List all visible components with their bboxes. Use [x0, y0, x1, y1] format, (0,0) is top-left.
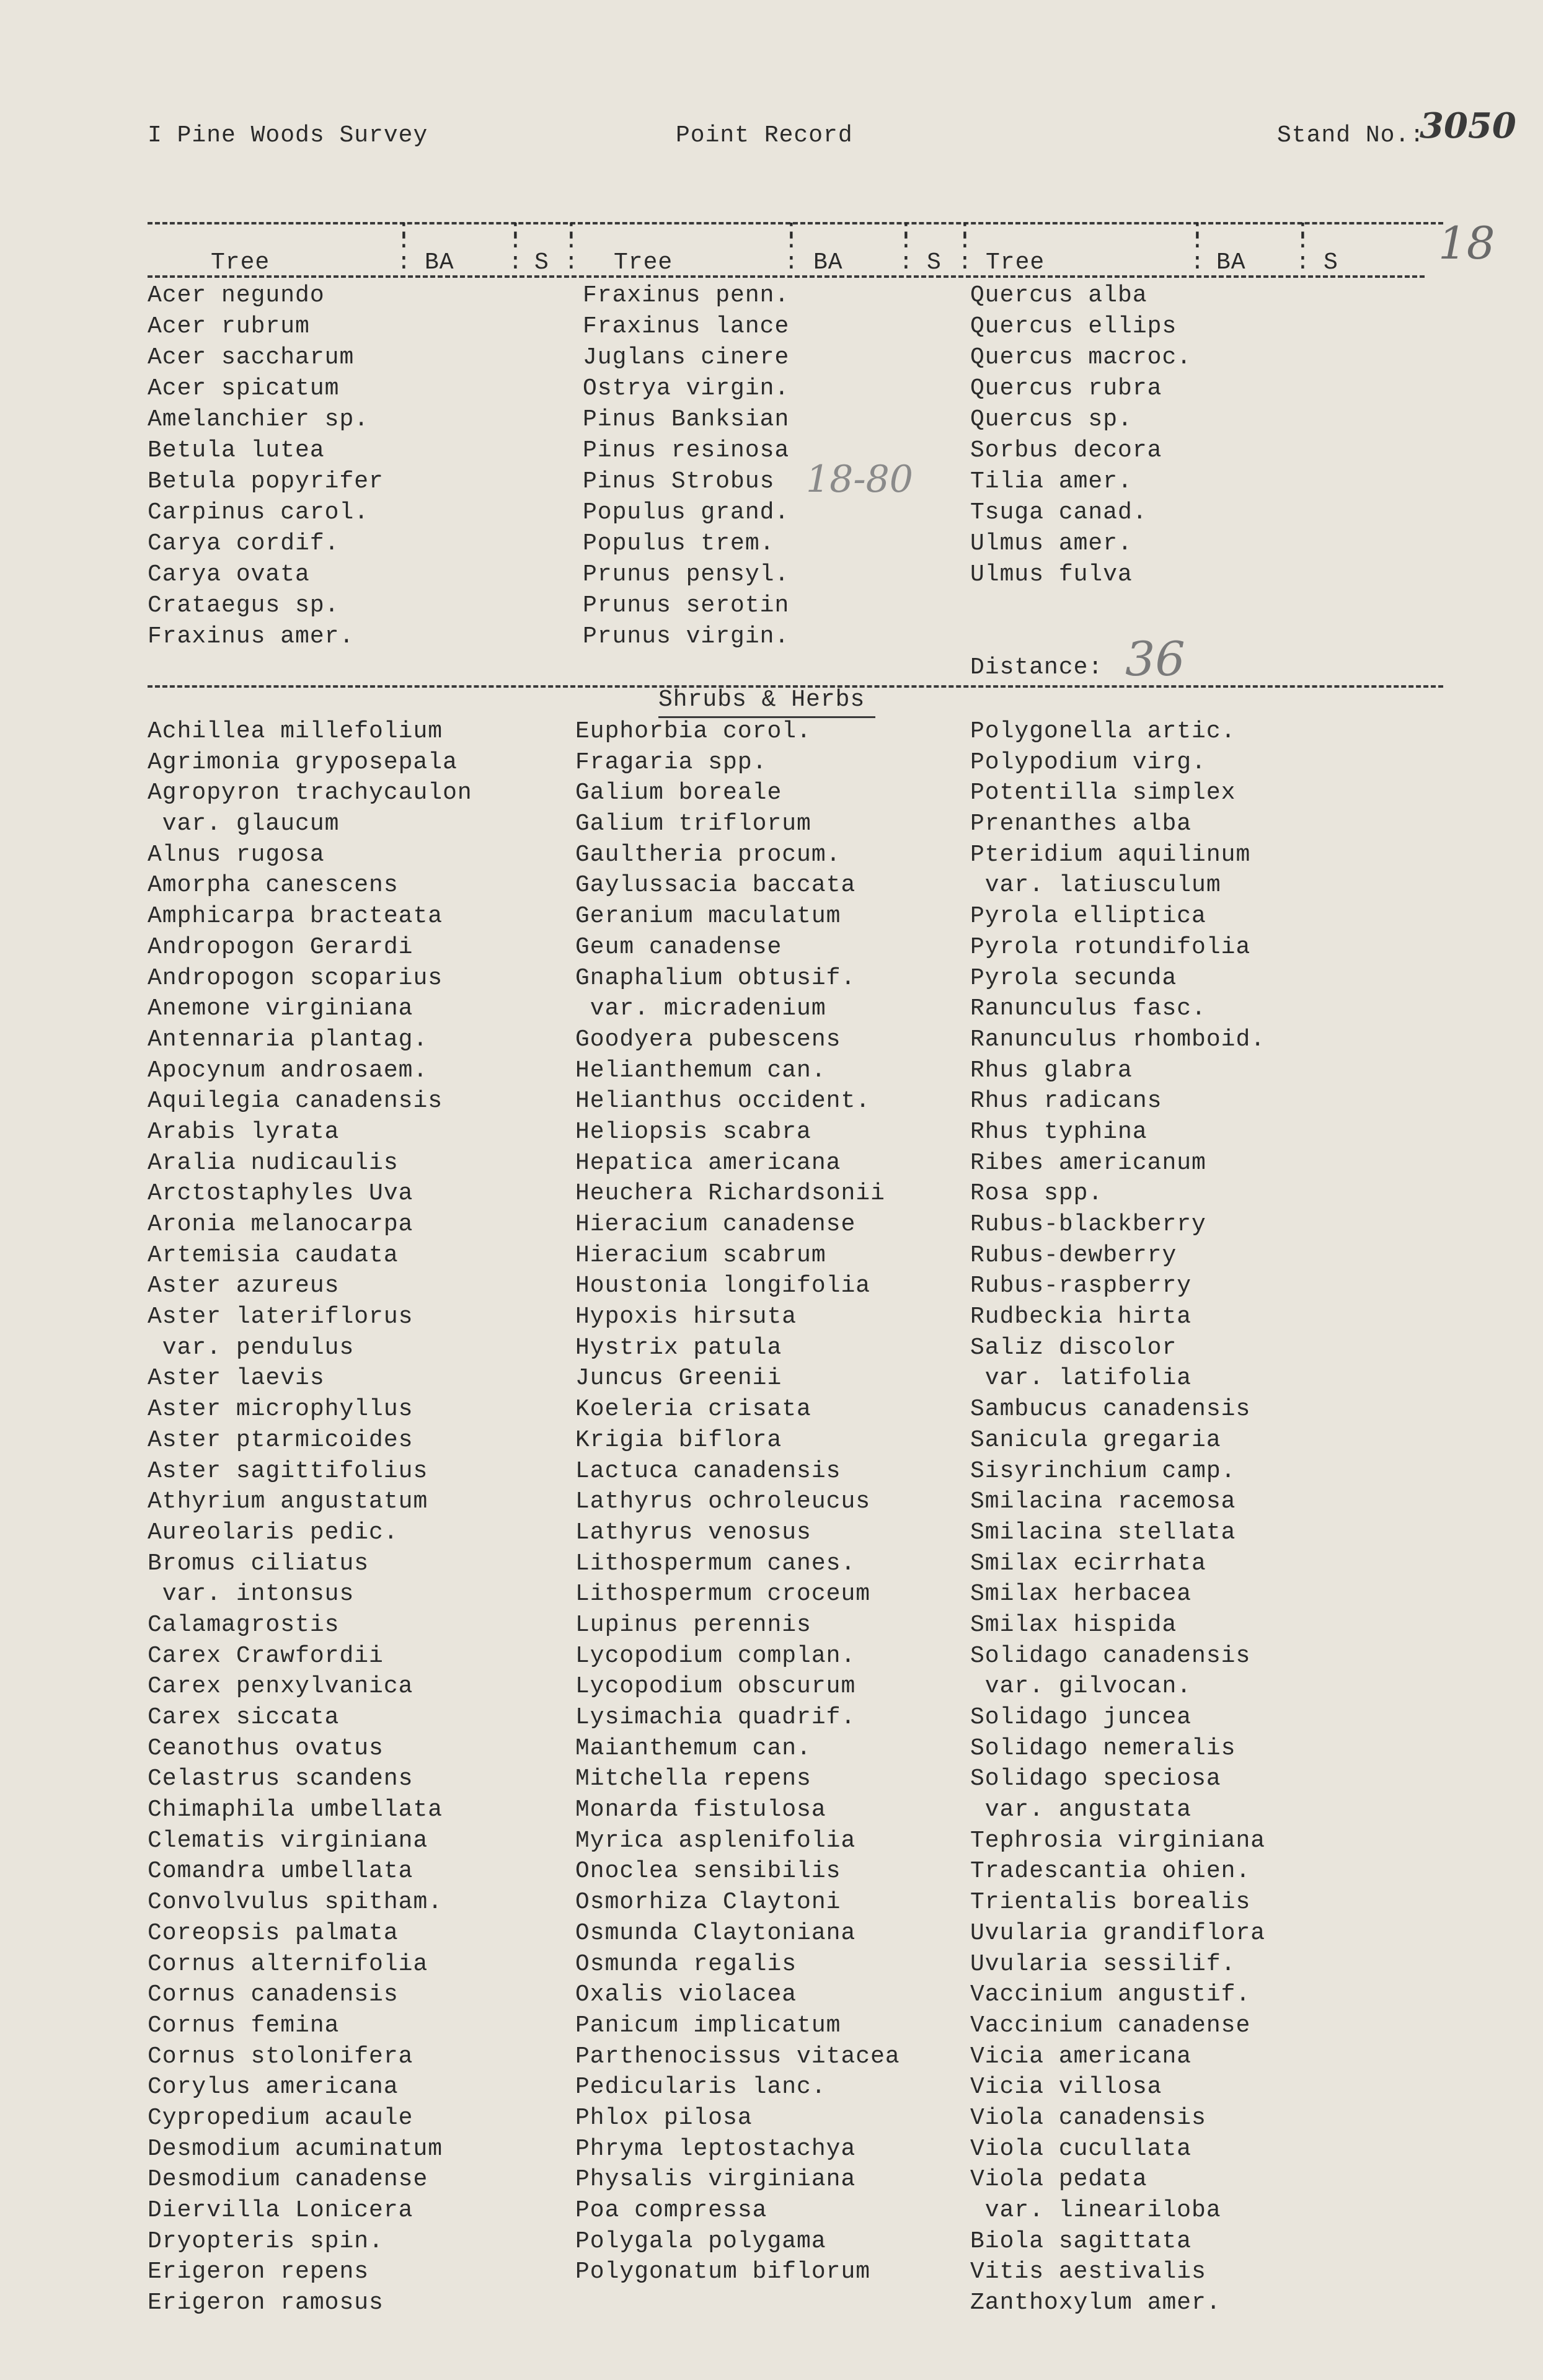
species-item: Carex penxylvanica: [148, 1673, 413, 1700]
species-item: Desmodium canadense: [148, 2166, 428, 2193]
species-item: Amelanchier sp.: [148, 406, 369, 433]
species-item: Tradescantia ohien.: [970, 1858, 1251, 1885]
species-item: Convolvulus spitham.: [148, 1889, 443, 1916]
ba-header-2: BA: [813, 249, 843, 276]
species-item: Cornus femina: [148, 2012, 340, 2039]
species-item: Ulmus amer.: [970, 530, 1133, 557]
species-item: Solidago juncea: [970, 1704, 1192, 1731]
ba-header-3: BA: [1216, 249, 1246, 276]
species-item: Diervilla Lonicera: [148, 2197, 413, 2224]
species-item: var. micradenium: [575, 995, 826, 1023]
species-item: Calamagrostis: [148, 1611, 340, 1638]
species-item: Prenanthes alba: [970, 810, 1192, 838]
survey-title: I Pine Woods Survey: [148, 122, 428, 149]
colon-label: :: [958, 249, 973, 276]
species-item: Acer spicatum: [148, 375, 340, 402]
colon-label: :: [397, 249, 412, 276]
species-item: Euphorbia corol.: [575, 718, 811, 745]
species-item: var. latifolia: [970, 1365, 1192, 1392]
s-header-3: S: [1324, 249, 1338, 276]
species-item: Viola pedata: [970, 2166, 1147, 2193]
species-item: Celastrus scandens: [148, 1765, 413, 1793]
species-item: Aralia nudicaulis: [148, 1149, 399, 1176]
col-separator: : :: [397, 216, 411, 255]
species-item: Ostrya virgin.: [583, 375, 790, 402]
species-item: Hieracium scabrum: [575, 1241, 826, 1269]
species-item: Maianthemum can.: [575, 1734, 811, 1762]
species-item: Chimaphila umbellata: [148, 1796, 443, 1824]
species-item: Smilacina stellata: [970, 1519, 1236, 1546]
species-item: Pinus Strobus: [583, 468, 775, 495]
species-item: Monarda fistulosa: [575, 1796, 826, 1824]
species-item: Populus trem.: [583, 530, 775, 557]
species-item: Cornus alternifolia: [148, 1950, 428, 1978]
tree-annotation: 18-80: [806, 458, 913, 501]
species-item: Uvularia grandiflora: [970, 1919, 1266, 1947]
species-item: Viola canadensis: [970, 2104, 1206, 2131]
species-item: Pyrola secunda: [970, 964, 1177, 992]
species-item: Smilax hispida: [970, 1611, 1177, 1638]
shrub-list-col3: [970, 716, 1265, 2319]
species-item: Rhus glabra: [970, 1057, 1133, 1084]
species-item: Smilax herbacea: [970, 1581, 1192, 1608]
species-item: Aster sagittifolius: [148, 1457, 428, 1485]
species-item: Polygonatum biflorum: [575, 2258, 871, 2286]
stand-label: Stand No.:: [1277, 122, 1425, 149]
species-item: Phlox pilosa: [575, 2104, 753, 2131]
species-item: Galium triflorum: [575, 810, 811, 838]
species-item: Carex siccata: [148, 1704, 340, 1731]
species-item: Aster microphyllus: [148, 1396, 413, 1423]
species-item: Uvularia sessilif.: [970, 1950, 1236, 1978]
species-item: Apocynum androsaem.: [148, 1057, 428, 1084]
species-item: Lathyrus venosus: [575, 1519, 811, 1546]
species-item: Poa compressa: [575, 2197, 767, 2224]
s-header-2: S: [927, 249, 942, 276]
species-item: Galium boreale: [575, 779, 782, 807]
species-item: Vicia americana: [970, 2043, 1192, 2070]
species-item: Agrimonia gryposepala: [148, 748, 458, 776]
tree-header-1: Tree: [211, 249, 270, 276]
species-item: Parthenocissus vitacea: [575, 2043, 900, 2070]
species-item: Prunus virgin.: [583, 623, 790, 650]
species-item: var. lineariloba: [970, 2197, 1221, 2224]
species-item: Lathyrus ochroleucus: [575, 1488, 871, 1516]
species-item: Sisyrinchium camp.: [970, 1457, 1236, 1485]
col-separator: : :: [1296, 216, 1310, 255]
corner-note: 18: [1438, 217, 1495, 269]
col-separator: : :: [564, 216, 578, 255]
species-item: Bromus ciliatus: [148, 1550, 369, 1577]
species-item: Vitis aestivalis: [970, 2258, 1206, 2286]
species-item: Arabis lyrata: [148, 1118, 340, 1145]
species-item: Koeleria crisata: [575, 1396, 811, 1423]
species-item: Helianthus occident.: [575, 1088, 871, 1115]
tree-list-col1: [148, 280, 384, 652]
species-item: Geranium maculatum: [575, 903, 841, 930]
tree-header-3: Tree: [986, 249, 1045, 276]
species-item: Lycopodium complan.: [575, 1642, 856, 1669]
species-item: Antennaria plantag.: [148, 1026, 428, 1053]
species-item: Heuchera Richardsonii: [575, 1180, 885, 1207]
species-item: Prunus pensyl.: [583, 561, 790, 588]
species-item: Prunus serotin: [583, 592, 790, 619]
species-item: Ranunculus fasc.: [970, 995, 1206, 1023]
species-item: Vicia villosa: [970, 2074, 1162, 2101]
species-item: Alnus rugosa: [148, 841, 325, 868]
stand-number: 3050: [1420, 105, 1516, 146]
species-item: Vaccinium canadense: [970, 2012, 1251, 2039]
species-item: Physalis virginiana: [575, 2166, 856, 2193]
species-item: var. gilvocan.: [970, 1673, 1192, 1700]
species-item: Dryopteris spin.: [148, 2227, 384, 2255]
species-item: Osmunda regalis: [575, 1950, 797, 1978]
species-item: Hieracium canadense: [575, 1211, 856, 1238]
species-item: Lactuca canadensis: [575, 1457, 841, 1485]
species-item: Quercus alba: [970, 282, 1147, 309]
species-item: Arctostaphyles Uva: [148, 1180, 413, 1207]
colon-label: :: [1296, 249, 1311, 276]
species-item: Betula popyrifer: [148, 468, 384, 495]
species-item: Fraxinus amer.: [148, 623, 355, 650]
species-item: Tsuga canad.: [970, 499, 1147, 526]
species-item: Ceanothus ovatus: [148, 1734, 384, 1762]
species-item: Carpinus carol.: [148, 499, 369, 526]
species-item: Smilacina racemosa: [970, 1488, 1236, 1516]
species-item: Anemone virginiana: [148, 995, 413, 1023]
species-item: Rudbeckia hirta: [970, 1303, 1192, 1331]
species-item: Quercus macroc.: [970, 344, 1192, 371]
shrub-list-col1: [148, 716, 472, 2319]
species-item: Hepatica americana: [575, 1149, 841, 1176]
tree-list-col3: [970, 280, 1192, 590]
species-item: Achillea millefolium: [148, 718, 443, 745]
species-item: Myrica asplenifolia: [575, 1827, 856, 1854]
species-item: Betula lutea: [148, 437, 325, 464]
species-item: Trientalis borealis: [970, 1889, 1251, 1916]
species-item: Coreopsis palmata: [148, 1919, 399, 1947]
colon-label: :: [784, 249, 799, 276]
species-item: Lycopodium obscurum: [575, 1673, 856, 1700]
species-item: Ribes americanum: [970, 1149, 1206, 1176]
colon-label: :: [899, 249, 914, 276]
species-item: Acer rubrum: [148, 313, 310, 340]
species-item: Polygonella artic.: [970, 718, 1236, 745]
species-item: Viola cucullata: [970, 2135, 1192, 2162]
species-item: Goodyera pubescens: [575, 1026, 841, 1053]
species-item: Tephrosia virginiana: [970, 1827, 1266, 1854]
tree-list-col2: [583, 280, 789, 652]
species-item: Aster azureus: [148, 1272, 340, 1300]
species-item: Amorpha canescens: [148, 872, 399, 899]
shrubs-title: Shrubs & Herbs: [658, 686, 865, 713]
species-item: Hystrix patula: [575, 1334, 782, 1361]
species-item: Lysimachia quadrif.: [575, 1704, 856, 1731]
distance-value: 36: [1125, 631, 1185, 686]
species-item: Saliz discolor: [970, 1334, 1177, 1361]
species-item: Solidago canadensis: [970, 1642, 1251, 1669]
species-item: Helianthemum can.: [575, 1057, 826, 1084]
species-item: Smilax ecirrhata: [970, 1550, 1206, 1577]
species-item: Amphicarpa bracteata: [148, 903, 443, 930]
s-header-1: S: [534, 249, 549, 276]
species-item: Hypoxis hirsuta: [575, 1303, 797, 1331]
species-item: Zanthoxylum amer.: [970, 2289, 1221, 2317]
species-item: Mitchella repens: [575, 1765, 811, 1793]
species-item: Fragaria spp.: [575, 748, 767, 776]
species-item: Cypropedium acaule: [148, 2104, 413, 2131]
species-item: Phryma leptostachya: [575, 2135, 856, 2162]
species-item: Lupinus perennis: [575, 1611, 811, 1638]
species-item: Fraxinus lance: [583, 313, 790, 340]
species-item: Osmunda Claytoniana: [575, 1919, 856, 1947]
species-item: Juglans cinere: [583, 344, 790, 371]
species-item: Biola sagittata: [970, 2227, 1192, 2255]
species-item: Desmodium acuminatum: [148, 2135, 443, 2162]
species-item: Polygala polygama: [575, 2227, 826, 2255]
species-item: Clematis virginiana: [148, 1827, 428, 1854]
species-item: Gnaphalium obtusif.: [575, 964, 856, 992]
species-item: Aster lateriflorus: [148, 1303, 413, 1331]
species-item: Populus grand.: [583, 499, 790, 526]
species-item: Sorbus decora: [970, 437, 1162, 464]
ba-header-1: BA: [425, 249, 454, 276]
species-item: Lithospermum croceum: [575, 1581, 871, 1608]
species-item: Athyrium angustatum: [148, 1488, 428, 1516]
species-item: Acer negundo: [148, 282, 325, 309]
species-item: Rosa spp.: [970, 1180, 1103, 1207]
species-item: Pinus Banksian: [583, 406, 790, 433]
species-item: Aureolaris pedic.: [148, 1519, 399, 1546]
species-item: Potentilla simplex: [970, 779, 1236, 807]
species-item: Aronia melanocarpa: [148, 1211, 413, 1238]
species-item: Juncus Greenii: [575, 1365, 782, 1392]
species-item: Geum canadense: [575, 933, 782, 961]
species-item: Cornus stolonifera: [148, 2043, 413, 2070]
species-item: Oxalis violacea: [575, 1981, 797, 2009]
species-item: Polypodium virg.: [970, 748, 1206, 776]
species-item: Crataegus sp.: [148, 592, 340, 619]
species-item: Panicum implicatum: [575, 2012, 841, 2039]
species-item: Corylus americana: [148, 2074, 399, 2101]
species-item: Sanicula gregaria: [970, 1426, 1221, 1454]
species-item: Gaultheria procum.: [575, 841, 841, 868]
species-item: Solidago speciosa: [970, 1765, 1221, 1793]
species-item: Sambucus canadensis: [970, 1396, 1251, 1423]
species-item: Aster ptarmicoides: [148, 1426, 413, 1454]
species-item: Acer saccharum: [148, 344, 355, 371]
col-separator: : :: [508, 216, 523, 255]
shrub-list-col2: [575, 716, 900, 2288]
col-separator: : :: [1190, 216, 1205, 255]
col-separator: : :: [784, 216, 798, 255]
species-item: var. glaucum: [148, 810, 340, 838]
species-item: Pinus resinosa: [583, 437, 790, 464]
species-item: Andropogon scoparius: [148, 964, 443, 992]
species-item: Agropyron trachycaulon: [148, 779, 472, 807]
species-item: Carex Crawfordii: [148, 1642, 384, 1669]
species-item: Rubus-blackberry: [970, 1211, 1206, 1238]
species-item: var. latiusculum: [970, 872, 1221, 899]
species-item: Quercus ellips: [970, 313, 1177, 340]
species-item: Heliopsis scabra: [575, 1118, 811, 1145]
species-item: var. intonsus: [148, 1581, 355, 1608]
colon-label: :: [508, 249, 523, 276]
species-item: Comandra umbellata: [148, 1858, 413, 1885]
species-item: Carya ovata: [148, 561, 310, 588]
species-item: Tilia amer.: [970, 468, 1133, 495]
species-item: Rhus typhina: [970, 1118, 1147, 1145]
species-item: Houstonia longifolia: [575, 1272, 871, 1300]
colon-label: :: [564, 249, 579, 276]
species-item: Solidago nemeralis: [970, 1734, 1236, 1762]
species-item: Erigeron ramosus: [148, 2289, 384, 2317]
species-item: Pteridium aquilinum: [970, 841, 1251, 868]
species-item: Cornus canadensis: [148, 1981, 399, 2009]
species-item: Pedicularis lanc.: [575, 2074, 826, 2101]
species-item: Rubus-raspberry: [970, 1272, 1192, 1300]
col-separator: : :: [958, 216, 972, 255]
header-dashed-rule: [148, 275, 1425, 278]
tree-header-2: Tree: [614, 249, 673, 276]
species-item: Ranunculus rhomboid.: [970, 1026, 1266, 1053]
species-item: Carya cordif.: [148, 530, 340, 557]
species-item: Onoclea sensibilis: [575, 1858, 841, 1885]
species-item: Vaccinium angustif.: [970, 1981, 1251, 2009]
species-item: Osmorhiza Claytoni: [575, 1889, 841, 1916]
species-item: Krigia biflora: [575, 1426, 782, 1454]
species-item: Fraxinus penn.: [583, 282, 790, 309]
species-item: Rubus-dewberry: [970, 1241, 1177, 1269]
distance-label: Distance:: [970, 654, 1103, 681]
species-item: Ulmus fulva: [970, 561, 1133, 588]
species-item: Aquilegia canadensis: [148, 1088, 443, 1115]
species-item: Lithospermum canes.: [575, 1550, 856, 1577]
species-item: Rhus radicans: [970, 1088, 1162, 1115]
species-item: Artemisia caudata: [148, 1241, 399, 1269]
col-separator: : :: [899, 216, 913, 255]
species-item: var. angustata: [970, 1796, 1192, 1824]
species-item: Pyrola rotundifolia: [970, 933, 1251, 961]
species-item: Aster laevis: [148, 1365, 325, 1392]
colon-label: :: [1190, 249, 1205, 276]
species-item: Gaylussacia baccata: [575, 872, 856, 899]
species-item: Quercus rubra: [970, 375, 1162, 402]
species-item: var. pendulus: [148, 1334, 355, 1361]
species-item: Quercus sp.: [970, 406, 1133, 433]
record-title: Point Record: [676, 122, 853, 149]
species-item: Erigeron repens: [148, 2258, 369, 2286]
species-item: Pyrola elliptica: [970, 903, 1206, 930]
species-item: Andropogon Gerardi: [148, 933, 413, 961]
